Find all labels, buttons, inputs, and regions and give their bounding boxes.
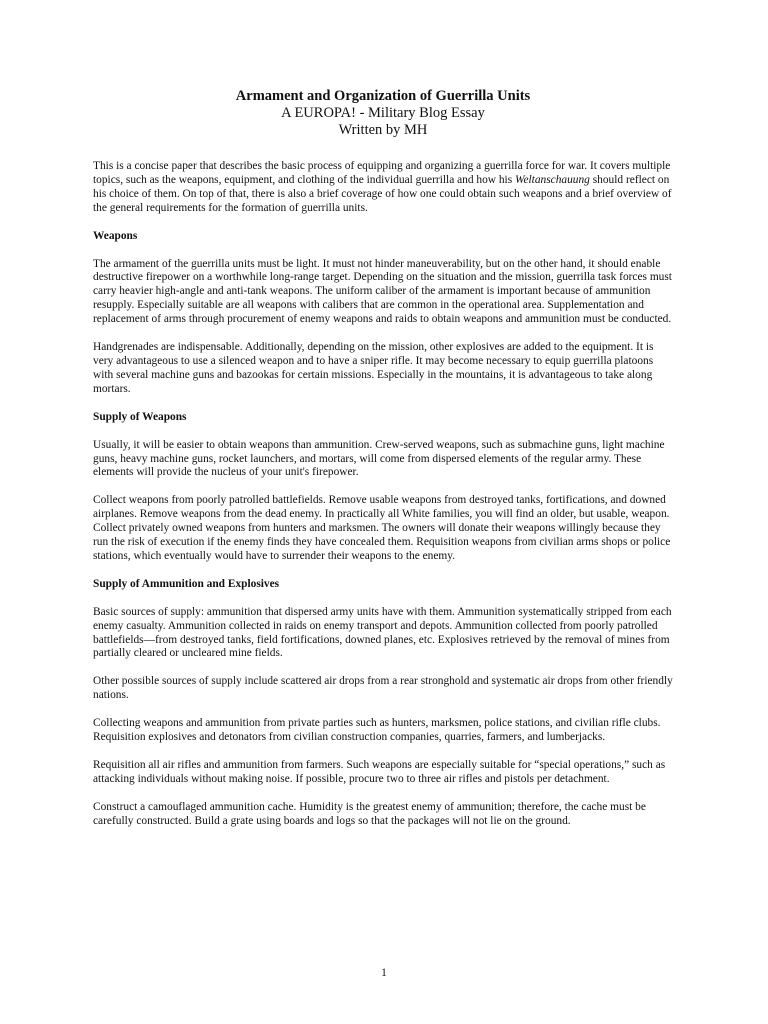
ammunition-paragraph-2: Other possible sources of supply include scattered air drops from a rear stronghold and systematic air drops from other friendly nations. (93, 675, 673, 702)
ammunition-paragraph-4: Requisition all air rifles and ammunition from farmers. Such weapons are especially suitable for “special operations,” such as attacking individuals without making noise. If possible, procure two to three air rifles and pistols per detachment. (93, 759, 666, 785)
weapons-paragraph-1: The armament of the guerrilla units must be light. It must not hinder maneuverability, but on the other hand, it should enable destructive firepower on a worthwhile long-range target. Depending on the situation and the mission, guerrilla task forces must carry heavier high-angle and anti-tank weapons. The uniform caliber of the armament is important because of ammunition resupply. Especially suitable are all weapons with calibers that are common in the operational area. Supplementation and replacement of arms through procurement of enemy weapons and raids to obtain weapons and ammunition must be conducted. (93, 257, 672, 326)
page-number: 1 (381, 967, 387, 979)
intro-text-part2: should reflect on his choice of them. On top of that, there is also a brief coverage of how one could obtain such weapons and a brief overview of the general requirements for the formation of guerrilla units. (93, 173, 672, 214)
intro-text-part1: This is a concise paper that describes the basic process of equipping and organizing a guerrilla force for war. It covers multiple topics, such as the weapons, equipment, and clothing of the individual guerrilla and how his (93, 160, 671, 186)
intro-paragraph (93, 160, 673, 216)
ammunition-paragraph-5: Construct a camouflaged ammunition cache. Humidity is the greatest enemy of ammunition; therefore, the cache must be carefully constructed. Build a grate using boards and logs so that the packages will not lie on the ground. (93, 800, 646, 827)
section-heading-supply-of-ammunition: Supply of Ammunition and Explosives (93, 577, 280, 590)
supply-weapons-paragraph-2: Collect weapons from poorly patrolled battlefields. Remove usable weapons from destroyed tanks, fortifications, and downed airplanes. Remove weapons from the dead enemy. In practically all White families, you will find an older, but usable, weapon. Collect privately owned weapons from hunters and marksmen. The owners will donate their weapons willingly because they run the risk of execution if the enemy finds they have concealed them. Requisition weapons from civilian arms shops or police stations, which eventually would have to surrender their weapons to the enemy. (93, 494, 671, 562)
document-subtitle: A EUROPA! - Military Blog Essay (281, 105, 485, 121)
supply-weapons-paragraph-1: Usually, it will be easier to obtain weapons than ammunition. Crew-served weapons, such as submachine guns, light machine guns, heavy machine guns, rocket launchers, and mortars, will come from dispersed elements of the regular army. These elements will provide the nucleus of your unit's firepower. (93, 438, 665, 479)
section-heading-supply-of-weapons: Supply of Weapons (93, 410, 187, 423)
ammunition-paragraph-1: Basic sources of supply: ammunition that dispersed army units have with them. Ammunition systematically stripped from each enemy casualty. Ammunition collected in raids on enemy transport and depots. Ammunition collected from poorly patrolled battlefields—from destroyed tanks, field fortifications, downed planes, etc. Explosives retrieved by the removal of mines from partially cleared or uncleared mine fields. (93, 605, 672, 660)
document-page (93, 88, 673, 843)
document-byline: Written by MH (338, 122, 428, 138)
section-heading-weapons: Weapons (93, 229, 138, 242)
weapons-paragraph-2: Handgrenades are indispensable. Additionally, depending on the mission, other explosives are added to the equipment. It is very advantageous to use a silenced weapon and to have a sniper rifle. It may become necessary to equip guerrilla platoons with several machine guns and bazookas for certain missions. Especially in the mountains, it is advantageous to take along mortars. (93, 341, 654, 395)
intro-emphasis: Weltanschauung (515, 173, 590, 186)
document-title: Armament and Organization of Guerrilla Units (235, 88, 531, 104)
ammunition-paragraph-3: Collecting weapons and ammunition from private parties such as hunters, marksmen, police stations, and civilian rifle clubs. Requisition explosives and detonators from civilian construction companies, quarries, farmers, and lumberjacks. (93, 717, 661, 744)
